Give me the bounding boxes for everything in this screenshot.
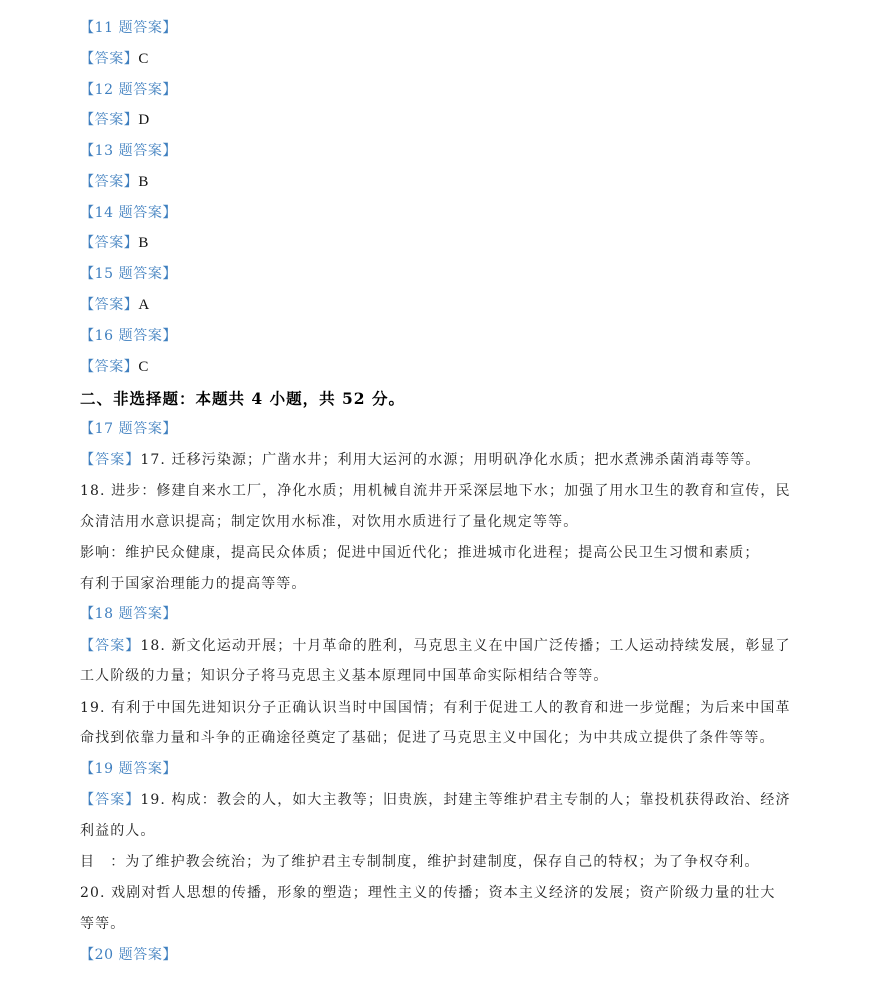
- answer-text: 17. 迁移污染源；广凿水井；利用大运河的水源；用明矾净化水质；把水煮沸杀菌消毒等等。: [140, 452, 761, 468]
- answer-label: 【答案】: [80, 112, 139, 128]
- answer-value: A: [138, 297, 150, 313]
- answer-label: 【答案】: [80, 297, 139, 313]
- answer-value: D: [138, 112, 150, 128]
- question-17-answer-line: [80, 450, 760, 470]
- answer-label: 【答案】: [80, 452, 141, 468]
- question-15-answer: [80, 295, 150, 315]
- question-14-header: 【14 题答案】: [80, 205, 178, 221]
- answer-value: B: [138, 174, 150, 190]
- question-19-header: 【19 题答案】: [80, 761, 178, 777]
- answer-label: 【答案】: [80, 792, 141, 808]
- question-18-header: 【18 题答案】: [80, 606, 178, 622]
- answer-text-line: 19. 有利于中国先进知识分子正确认识当时中国国情；有利于促进工人的教育和进一步觉醒；为后来中国革: [80, 700, 791, 716]
- section-title: 二、非选择题：本题共 4 小题，共 52 分。: [80, 389, 405, 408]
- question-19-answer-line: [80, 790, 791, 810]
- question-13-header: 【13 题答案】: [80, 143, 178, 159]
- answer-text-line: 众清洁用水意识提高；制定饮用水标准，对饮用水质进行了量化规定等等。: [80, 514, 579, 530]
- answer-text-line: 影响：维护民众健康，提高民众体质；促进中国近代化；推进城市化进程；提高公民卫生习惯和素质；: [80, 545, 760, 561]
- answer-label: 【答案】: [80, 51, 139, 67]
- answer-value: C: [138, 359, 150, 375]
- answer-value: C: [138, 51, 150, 67]
- answer-label: 【答案】: [80, 359, 139, 375]
- answer-text-line: 命找到依靠力量和斗争的正确途径奠定了基础；促进了马克思主义中国化；为中共成立提供了条件等等。: [80, 730, 775, 746]
- answer-text-line: 等等。: [80, 916, 126, 932]
- question-11-answer: [80, 49, 149, 69]
- answer-text-line: 有利于国家治理能力的提高等等。: [80, 576, 307, 592]
- question-12-header: 【12 题答案】: [80, 82, 178, 98]
- question-13-answer: [80, 172, 149, 192]
- question-16-header: 【16 题答案】: [80, 328, 178, 344]
- answer-text-line: 利益的人。: [80, 823, 156, 839]
- question-12-answer: [80, 110, 150, 130]
- answer-text: 18. 新文化运动开展；十月革命的胜利，马克思主义在中国广泛传播；工人运动持续发展，彰显了: [140, 638, 791, 654]
- question-18-answer-line: [80, 636, 791, 656]
- answer-label: 【答案】: [80, 638, 141, 654]
- answer-text-line: 工人阶级的力量；知识分子将马克思主义基本原理同中国革命实际相结合等等。: [80, 668, 609, 684]
- answer-text-line: 18. 进步：修建自来水工厂，净化水质；用机械自流井开采深层地下水；加强了用水卫生的教育和宣传，民: [80, 483, 791, 499]
- question-16-answer: [80, 357, 149, 377]
- question-15-header: 【15 题答案】: [80, 266, 178, 282]
- answer-value: B: [138, 235, 150, 251]
- question-17-header: 【17 题答案】: [80, 421, 178, 437]
- answer-label: 【答案】: [80, 235, 139, 251]
- answer-label: 【答案】: [80, 174, 139, 190]
- question-11-header: 【11 题答案】: [80, 20, 178, 36]
- question-14-answer: [80, 233, 149, 253]
- question-20-header: 【20 题答案】: [80, 947, 178, 963]
- answer-text: 19. 构成：教会的人，如大主教等；旧贵族，封建主等维护君主专制的人；靠投机获得政治、经济: [140, 792, 791, 808]
- answer-text-line: 目 ：为了维护教会统治；为了维护君主专制制度，维护封建制度，保存自己的特权；为了争权夺利。: [80, 854, 760, 870]
- answer-text-line: 20. 戏剧对哲人思想的传播，形象的塑造；理性主义的传播；资本主义经济的发展；资产阶级力量的壮大: [80, 885, 776, 901]
